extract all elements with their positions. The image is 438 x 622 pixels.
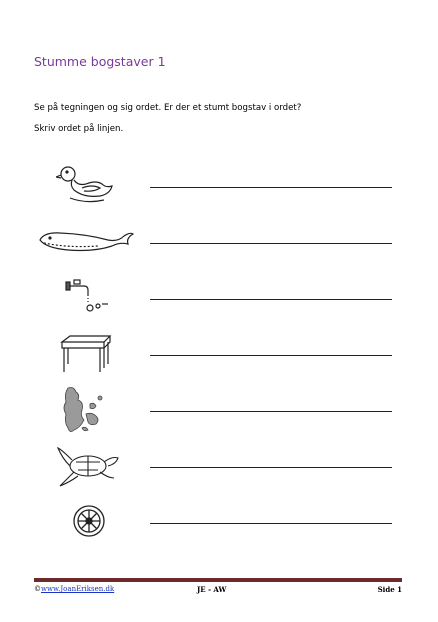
exercise-row: [0, 216, 438, 272]
exercise-row: [0, 440, 438, 496]
exercise-row: [0, 328, 438, 384]
answer-line[interactable]: [150, 243, 392, 244]
table-icon: [60, 334, 112, 374]
copyright-symbol: ©: [34, 585, 41, 593]
footer-copyright: [34, 585, 114, 593]
footer-initials: JE - AW: [197, 585, 227, 594]
worksheet-title: Stumme bogstaver 1: [34, 54, 166, 69]
whale-icon: [38, 228, 134, 254]
website-link[interactable]: www.JoanEriksen.dk: [41, 585, 115, 593]
answer-line[interactable]: [150, 299, 392, 300]
exercise-row: [0, 384, 438, 440]
answer-line[interactable]: [150, 355, 392, 356]
wheel-icon: [72, 504, 106, 538]
turtle-icon: [56, 444, 122, 488]
answer-line[interactable]: [150, 411, 392, 412]
faucet-icon: [64, 278, 110, 316]
answer-line[interactable]: [150, 467, 392, 468]
instruction-line-1: Se på tegningen og sig ordet. Er der et stumt bogstav i ordet?: [34, 103, 302, 113]
exercise-row: [0, 272, 438, 328]
duck-icon: [56, 164, 114, 206]
instruction-line-2: Skriv ordet på linjen.: [34, 124, 124, 134]
page-number: Side 1: [377, 585, 402, 594]
map-denmark-icon: [60, 384, 104, 436]
exercise-row: [0, 496, 438, 552]
answer-line[interactable]: [150, 523, 392, 524]
exercise-row: [0, 160, 438, 216]
answer-line[interactable]: [150, 187, 392, 188]
footer-divider: [34, 578, 402, 582]
